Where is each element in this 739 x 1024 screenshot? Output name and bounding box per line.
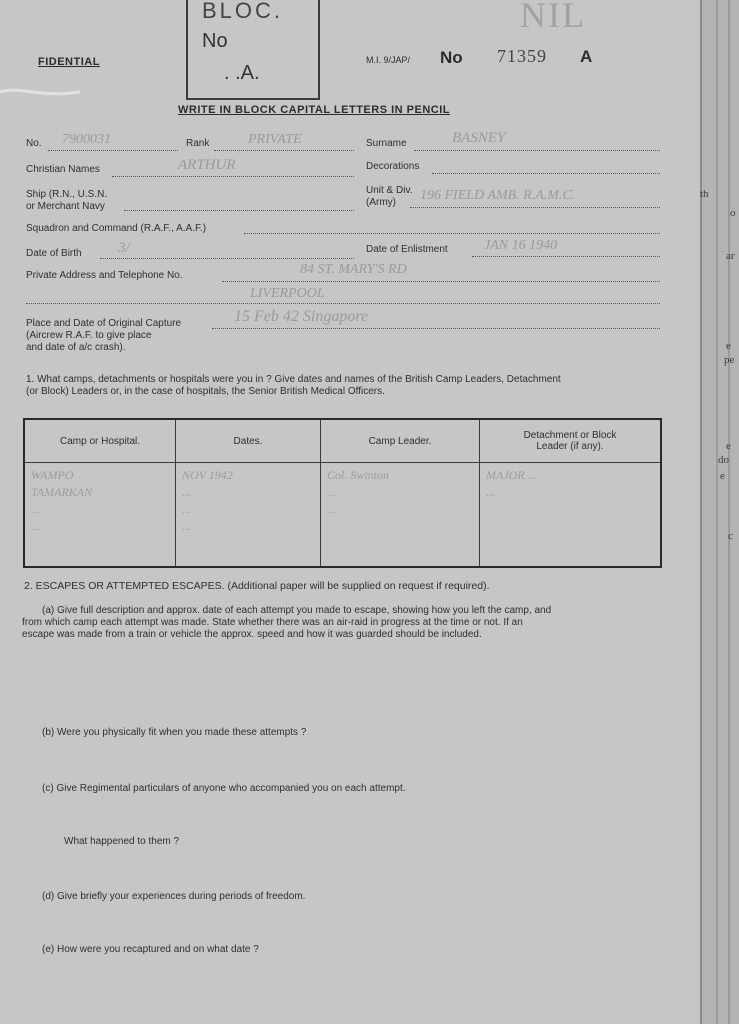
- ship-line: [124, 210, 354, 211]
- no-line: [48, 150, 178, 151]
- col-camp-leader: Camp Leader.: [321, 419, 480, 463]
- nil-mark: NIL: [520, 0, 586, 35]
- form-instruction: WRITE IN BLOCK CAPITAL LETTERS IN PENCIL: [178, 104, 450, 116]
- edge-text: e: [726, 440, 731, 452]
- question2a-line1: (a) Give full description and approx. date of each attempt you made to escape, showing how you left the camp, and: [42, 605, 552, 616]
- col-dates: Dates.: [176, 419, 321, 463]
- ship-label-2: or Merchant Navy: [26, 201, 105, 212]
- camps-table-header: [24, 419, 661, 463]
- stamp-line1: BLOC.: [202, 0, 284, 23]
- col-detachment-leader: Detachment or Block Leader (if any).: [480, 419, 662, 463]
- unit-label-1: Unit & Div.: [366, 185, 413, 196]
- question2b: (b) Were you physically fit when you made these attempts ?: [42, 727, 307, 738]
- capture-label-2: (Aircrew R.A.F. to give place: [26, 330, 152, 341]
- dob-value: 3/: [118, 240, 130, 256]
- no-value: 7900031: [62, 132, 111, 147]
- decorations-line: [432, 173, 660, 174]
- surname-label: Surname: [366, 138, 407, 149]
- dob-line: [100, 258, 354, 259]
- serial-number: 71359: [497, 46, 547, 66]
- capture-value: 15 Feb 42 Singapore: [234, 308, 369, 325]
- number-symbol: No: [440, 48, 463, 67]
- edge-text: ar: [726, 250, 735, 262]
- question2e: (e) How were you recaptured and on what date ?: [42, 944, 259, 955]
- enlistment-label: Date of Enlistment: [366, 244, 448, 255]
- binding-string: [0, 84, 80, 98]
- confidential-label: FIDENTIAL: [38, 56, 100, 68]
- squadron-label: Squadron and Command (R.A.F., A.A.F.): [26, 223, 207, 234]
- rank-label: Rank: [186, 138, 210, 149]
- edge-text: o: [730, 207, 736, 219]
- address-label: Private Address and Telephone No.: [26, 270, 183, 281]
- address-value-1: 84 ST. MARY'S RD: [300, 262, 407, 277]
- address-line-2: [26, 303, 660, 304]
- surname-line: [414, 150, 660, 151]
- question1-line2: (or Block) Leaders or, in the case of hospitals, the Senior British Medical Officers.: [26, 386, 385, 397]
- block-stamp: [186, 0, 320, 100]
- unit-line: [410, 207, 660, 208]
- enlistment-value: JAN 16 1940: [484, 238, 558, 253]
- edge-text: th: [700, 188, 709, 200]
- leader-cell: Col. Swinton ... ...: [321, 463, 480, 568]
- serial-suffix: A: [580, 47, 593, 66]
- edge-text: do: [718, 454, 729, 466]
- capture-line: [212, 328, 660, 329]
- edge-text: e: [726, 340, 731, 352]
- edge-text: c: [728, 530, 733, 542]
- stamp-line3: . .A.: [224, 62, 260, 84]
- ship-label-1: Ship (R.N., U.S.N.: [26, 189, 108, 200]
- decorations-label: Decorations: [366, 161, 420, 172]
- address-line-1: [222, 281, 660, 282]
- surname-value: BASNEY: [452, 130, 506, 146]
- detachment-cell: MAJOR ... ...: [486, 468, 537, 499]
- dates-cell: NOV 1942 ... ... ...: [176, 463, 321, 568]
- question2c: (c) Give Regimental particulars of anyone who accompanied you on each attempt.: [42, 783, 406, 794]
- christian-names-label: Christian Names: [26, 164, 100, 175]
- camps-table: [23, 418, 662, 568]
- question2d: (d) Give briefly your experiences during periods of freedom.: [42, 891, 306, 902]
- capture-label-1: Place and Date of Original Capture: [26, 318, 182, 329]
- stamp-line2: No: [202, 30, 228, 52]
- col-camp: Camp or Hospital.: [24, 419, 176, 463]
- edge-text: e: [720, 470, 725, 482]
- question2a-line3: escape was made from a train or vehicle the approx. speed and how it was guarded should be included.: [22, 629, 482, 640]
- camp-cell: WAMPO TAMARKAN ... ...: [24, 463, 176, 568]
- squadron-line: [244, 233, 660, 234]
- question1-line1: 1. What camps, detachments or hospitals were you in ? Give dates and names of the British Camp Leaders, Detachment: [26, 374, 561, 385]
- question2c-followup: What happened to them ?: [64, 836, 180, 847]
- dob-label: Date of Birth: [26, 248, 82, 259]
- mi-reference: M.I. 9/JAP/: [366, 55, 411, 65]
- question2-heading: 2. ESCAPES OR ATTEMPTED ESCAPES. (Additional paper will be supplied on request if required).: [24, 580, 490, 592]
- edge-text: pe: [724, 354, 735, 366]
- rank-line: [214, 150, 354, 151]
- question2a-line2: from which camp each attempt was made. State whether there was an air-raid in progress at the time or not. If an: [22, 617, 523, 628]
- capture-label-3: and date of a/c crash).: [26, 342, 126, 353]
- unit-label-2: (Army): [366, 197, 396, 208]
- enlistment-line: [472, 256, 660, 257]
- unit-value: 196 FIELD AMB. R.A.M.C.: [420, 188, 576, 203]
- underlying-pages: [700, 0, 739, 1024]
- camps-table-body: [24, 463, 661, 568]
- christian-names-value: ARTHUR: [178, 157, 236, 173]
- address-value-2: LIVERPOOL: [250, 286, 325, 301]
- christian-names-line: [112, 176, 354, 177]
- no-label: No.: [26, 138, 42, 149]
- rank-value: PRIVATE: [248, 132, 302, 147]
